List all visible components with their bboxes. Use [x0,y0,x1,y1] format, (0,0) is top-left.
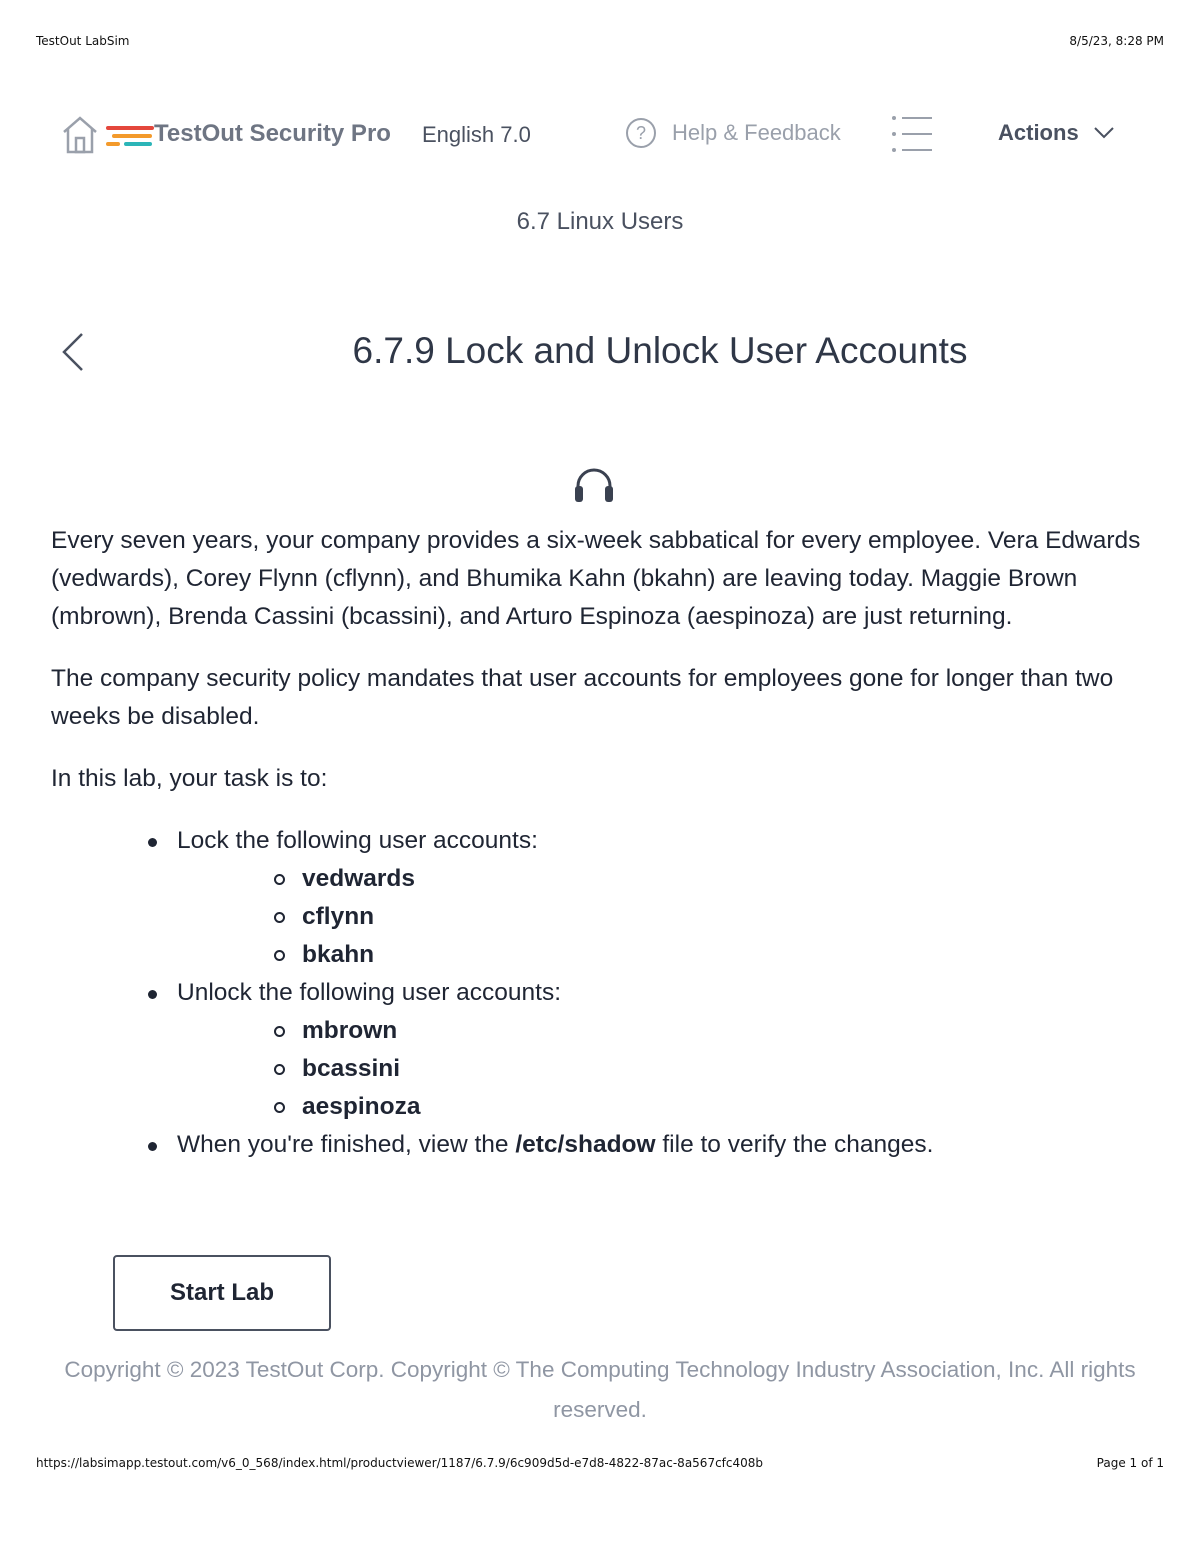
list-item: vedwards [177,860,1151,898]
help-feedback-label: Help & Feedback [672,120,841,145]
print-footer [36,1456,1164,1470]
lock-accounts-list [177,860,1151,974]
print-footer-url: https://labsimapp.testout.com/v6_0_568/index.html/productviewer/1187/6.7.9/6c909d5d-e7d8-4822-87ac-8a567cfc408b [36,1456,764,1470]
task-verify-before: When you're finished, view the [177,1131,516,1158]
list-item: mbrown [177,1012,1151,1050]
list-item: bcassini [177,1050,1151,1088]
print-footer-page: Page 1 of 1 [1096,1456,1164,1470]
policy-paragraph: The company security policy mandates that user accounts for employees gone for longer than two weeks be disabled. [51,665,1114,730]
list-item: aespinoza [177,1088,1151,1126]
actions-label: Actions [998,120,1079,145]
task-intro: In this lab, your task is to: [51,765,328,792]
help-feedback-button[interactable] [626,118,841,148]
section-title: 6.7 Linux Users [516,208,684,235]
shadow-file-path: /etc/shadow [515,1131,656,1158]
list-menu-icon[interactable] [890,114,934,159]
print-header-title: TestOut LabSim [36,34,130,48]
copyright-notice: Copyright © 2023 TestOut Corp. Copyright © The Computing Technology Industry Association, Inc. All rights reserved. [64,1357,1136,1422]
list-item: cflynn [177,898,1151,936]
task-unlock-label: Unlock the following user accounts: [177,979,562,1006]
print-header-date: 8/5/23, 8:28 PM [1069,34,1164,48]
testout-logo [104,112,156,156]
product-name: TestOut Security Pro [154,120,391,147]
actions-menu-button[interactable] [998,120,1115,146]
headphones-icon[interactable] [572,464,616,509]
list-item: bkahn [177,936,1151,974]
back-chevron-icon[interactable] [58,330,88,379]
chevron-down-icon [1093,126,1115,140]
task-verify-after: file to verify the changes. [655,1131,934,1158]
task-lock-label: Lock the following user accounts: [177,827,538,854]
intro-paragraph: Every seven years, your company provides a six-week sabbatical for every employee. Vera Edwards (vedwards), Corey Flynn (cflynn), and Bhumika Kahn (bkahn) are leaving today. Maggie Brown (mbrown), Brenda Cassini (bcassini), and Arturo Espinoza (aespinoza) are just returning. [51,527,1141,630]
unlock-accounts-list [177,1012,1151,1126]
start-lab-button[interactable]: Start Lab [113,1255,331,1331]
lesson-title: 6.7.9 Lock and Unlock User Accounts [352,330,968,371]
question-circle-icon: ? [626,118,656,148]
task-lock [51,822,1151,974]
print-header [36,34,1164,48]
task-unlock [51,974,1151,1126]
task-list [51,822,1151,1164]
lab-instructions [51,522,1151,1164]
edition-label: English 7.0 [422,122,531,147]
task-verify [51,1126,1151,1164]
home-icon [60,112,104,156]
top-bar [60,108,1120,164]
home-link[interactable] [60,112,156,156]
